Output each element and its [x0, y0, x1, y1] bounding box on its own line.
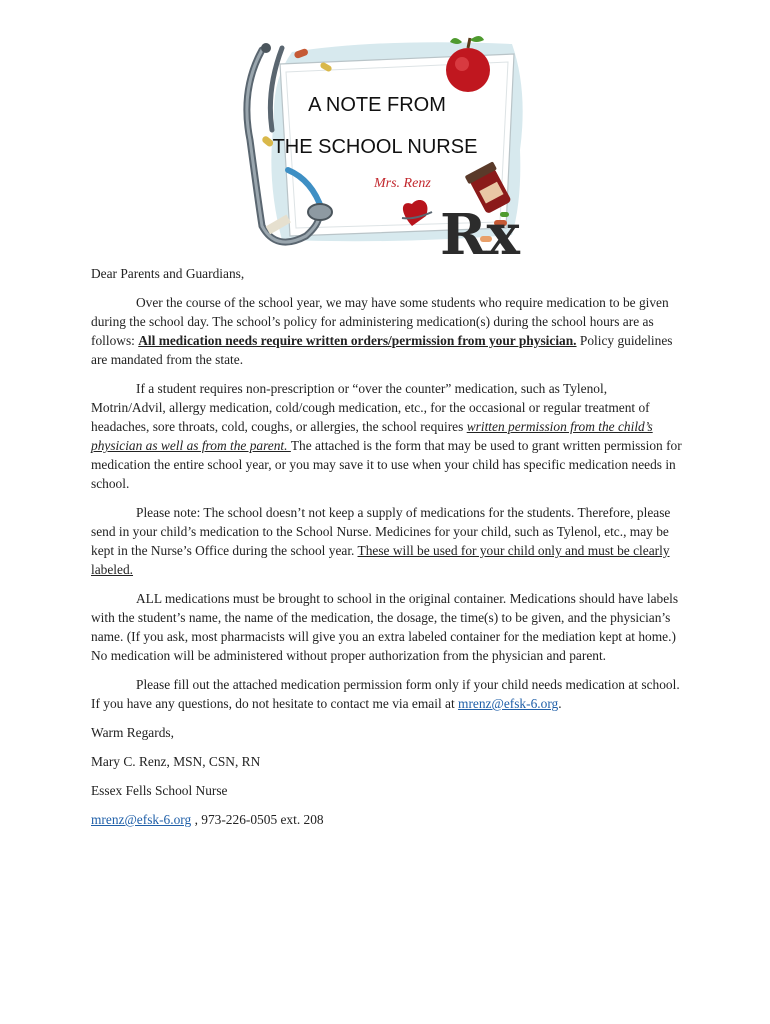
- rx-symbol: Rx: [440, 202, 520, 262]
- signer-name: Mary C. Renz, MSN, CSN, RN: [91, 754, 261, 769]
- email-link[interactable]: mrenz@efsk-6.org: [458, 696, 559, 711]
- salutation: Dear Parents and Guardians,: [91, 266, 245, 281]
- policy-guidelines: Policy guidelines are mandated from the state.: [91, 333, 673, 367]
- paragraph-otc: [91, 379, 683, 493]
- otc-form-text: The attached is the form that may be used to grant written permission for medication the entire school year, or you may save it to use when your child has specific medication needs in school.: [91, 438, 682, 491]
- contact-line: [91, 810, 683, 829]
- contact-email-link[interactable]: mrenz@efsk-6.org: [91, 812, 192, 827]
- supply-labeled: These will be used for your child only and must be clearly labeled.: [91, 543, 670, 577]
- otc-text: If a student requires non-prescription or “over the counter” medication, such as Tylenol, Motrin/Advil, allergy medication, cold/cough medication, etc., for the occasional or regular treatment of headaches, sore throats, cold, coughs, or allergies, the school requires: [91, 381, 650, 434]
- contact-phone: , 973-226-0505 ext. 208: [191, 812, 324, 827]
- paragraph-contact: [91, 675, 683, 713]
- paragraph-policy: [91, 293, 683, 369]
- contact-end: .: [558, 696, 562, 711]
- nurse-name: Mrs. Renz: [374, 176, 431, 191]
- paragraph-supply: [91, 503, 683, 579]
- policy-requirement: All medication needs require written orders/permission from your physician.: [138, 333, 577, 348]
- closing: Warm Regards,: [91, 725, 174, 740]
- note-title-line-1: A NOTE FROM: [308, 94, 446, 116]
- contact-text: Please fill out the attached medication permission form only if your child needs medication at school. If you have any questions, do not hesitate to contact me via email at: [91, 677, 680, 711]
- note-title-line-2: THE SCHOOL NURSE: [272, 136, 478, 158]
- policy-text: Over the course of the school year, we may have some students who require medication to be given during the school day. The school’s policy for administering medication(s) during the school hours are as follows:: [91, 295, 669, 348]
- supply-text: Please note: The school doesn’t not keep a supply of medications for the students. Therefore, please send in your child’s medication to the School Nurse. Medicines for your child, such as Tylenol, etc., may be kept in the Nurse’s Office during the school year.: [91, 505, 671, 558]
- signer-role: Essex Fells School Nurse: [91, 783, 228, 798]
- letter-body: [91, 264, 683, 839]
- header-graphic: [222, 30, 534, 262]
- paragraph-containers: ALL medications must be brought to school in the original container. Medications should have labels with the student’s name, the name of the medication, the dosage, the time(s) to be given, and the physician’s name. (If you ask, most pharmacists will give you an extra labeled container for the mediation kept at home.) No medication will be administered without proper authorization from the physician and parent.: [91, 591, 679, 663]
- otc-permission: written permission from the child’s physician as well as from the parent.: [91, 419, 653, 453]
